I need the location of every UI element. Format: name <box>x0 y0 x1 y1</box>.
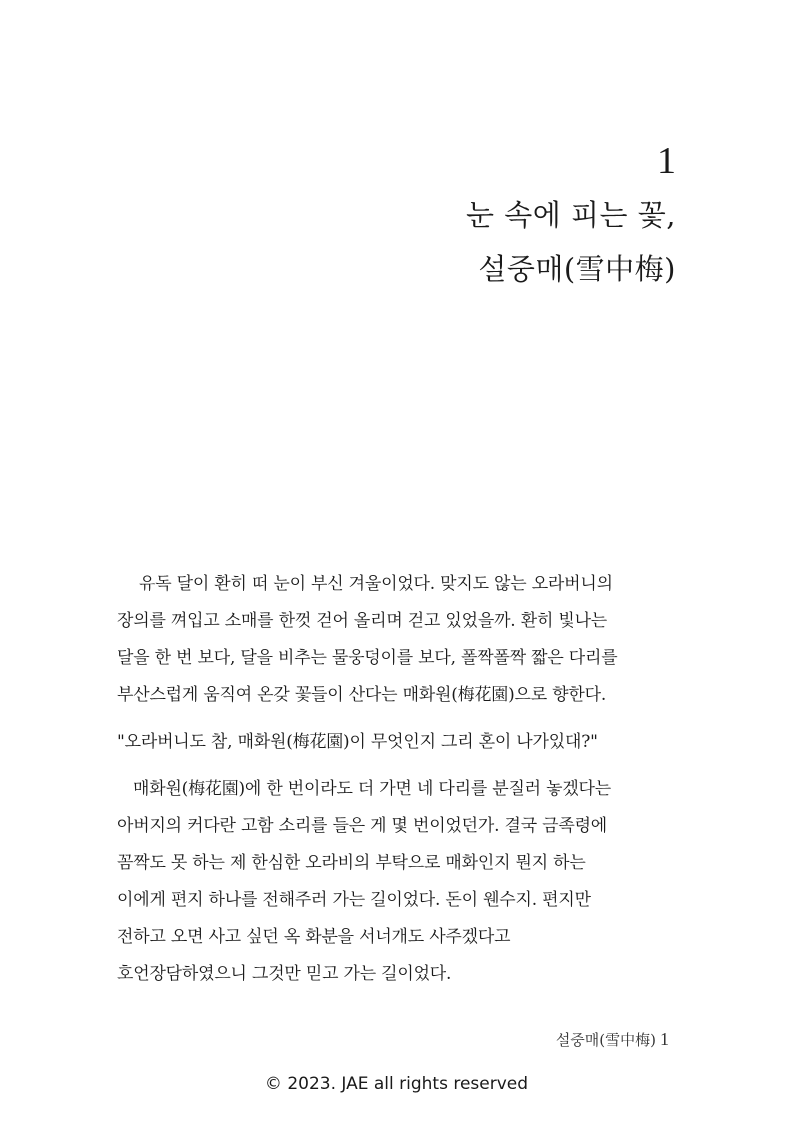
chapter-title <box>466 188 676 296</box>
paragraph-2 <box>117 771 687 993</box>
text-line: 아버지의 커다란 고함 소리를 들은 게 몇 번이었던가. 결국 금족령에 <box>117 816 608 836</box>
text-line: 호언장담하였으니 그것만 믿고 가는 길이었다. <box>117 964 452 984</box>
chapter-title-line-2: 설중매(雪中梅) <box>478 252 676 286</box>
page-number: 1 <box>660 1029 669 1049</box>
text-line: "오라버니도 참, 매화원(梅花園)이 무엇인지 그리 혼이 나가있대?" <box>117 732 598 752</box>
chapter-title-line-1: 눈 속에 피는 꽃, <box>466 198 676 232</box>
text-line: 유독 달이 환히 떠 눈이 부신 겨울이었다. 맞지도 않는 오라버니의 <box>139 574 613 594</box>
text-line: 이에게 편지 하나를 전해주러 가는 길이었다. 돈이 웬수지. 편지만 <box>117 890 591 910</box>
paragraph-1 <box>117 566 687 714</box>
text-line: 부산스럽게 움직여 온갖 꽃들이 산다는 매화원(梅花園)으로 향한다. <box>117 685 607 705</box>
text-line: 꼼짝도 못 하는 제 한심한 오라비의 부탁으로 매화인지 뭔지 하는 <box>117 853 586 873</box>
running-title: 설중매(雪中梅) <box>555 1031 656 1049</box>
body-text <box>117 566 687 993</box>
chapter-number: 1 <box>657 140 676 182</box>
dialogue-quote <box>117 724 687 761</box>
text-line: 전하고 오면 사고 싶던 옥 화분을 서너개도 사주겠다고 <box>117 927 511 947</box>
text-line: 매화원(梅花園)에 한 번이라도 더 가면 네 다리를 분질러 놓겠다는 <box>133 779 612 799</box>
running-footer <box>556 1028 669 1051</box>
text-line: 달을 한 번 보다, 달을 비추는 물웅덩이를 보다, 폴짝폴짝 짧은 다리를 <box>117 648 618 668</box>
paragraph-gap <box>117 761 687 771</box>
copyright-notice: © 2023. JAE all rights reserved <box>264 1074 529 1094</box>
paragraph-gap <box>117 714 687 724</box>
text-line: 장의를 껴입고 소매를 한껏 걷어 올리며 걷고 있었을까. 환히 빛나는 <box>117 611 608 631</box>
